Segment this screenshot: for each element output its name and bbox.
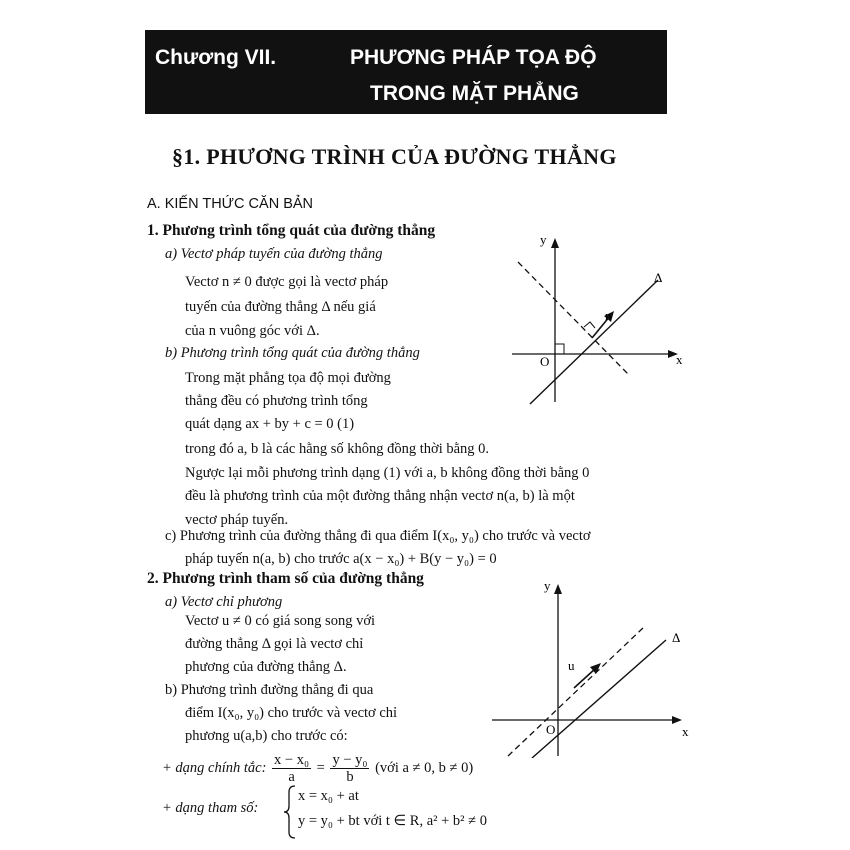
fig2-delta-label: Δ — [672, 630, 681, 645]
s1-b-line6: đều là phương trình của một đường thẳng nhận vectơ n(a, b) là một — [185, 488, 575, 504]
fig2-origin-label: O — [546, 722, 556, 737]
canonical-form — [162, 752, 473, 785]
s1-heading: 1. Phương trình tổng quát của đường thẳng — [147, 222, 436, 239]
s2-heading: 2. Phương trình tham số của đường thẳng — [147, 570, 424, 587]
fig2-x-arrow — [672, 716, 682, 724]
parametric-brace — [283, 784, 297, 840]
s1-a-line2: tuyến của đường thẳng Δ nếu giá — [185, 299, 376, 315]
fig2-y-arrow — [554, 584, 562, 594]
s1-b-line2: thẳng đều có phương trình tổng — [185, 393, 368, 409]
fig2-line-delta — [532, 640, 666, 758]
s1-b-line4: trong đó a, b là các hằng số không đồng thời bằng 0. — [185, 441, 490, 457]
s2-a-line2: đường thẳng Δ gọi là vectơ chỉ — [185, 636, 364, 652]
section-title: §1. PHƯƠNG TRÌNH CỦA ĐƯỜNG THẲNG — [172, 144, 617, 169]
chapter-banner — [145, 30, 667, 114]
parametric-line1: x = x₀ + at — [298, 788, 359, 804]
s1-b-line1: Trong mặt phẳng tọa độ mọi đường — [185, 370, 391, 386]
canonical-den-b: b — [346, 769, 354, 785]
s2-a-line1: Vectơ u ≠ 0 có giá song song với — [185, 613, 376, 629]
s1-c-line2: pháp tuyến n(a, b) cho trước a(x − x₀) + B(y − y₀) = 0 — [185, 551, 497, 567]
fig1-y-arrow — [551, 238, 559, 248]
fig2-vector-u — [574, 668, 596, 688]
fig2-x-label: x — [682, 724, 689, 739]
fig1-delta-label: Δ — [654, 270, 663, 285]
s1-b-line3: quát dạng ax + by + c = 0 (1) — [185, 416, 355, 432]
parametric-line2: y = y₀ + bt với t ∈ R, a² + b² ≠ 0 — [298, 813, 487, 829]
canonical-equals: = — [316, 759, 325, 776]
s1-b-line5: Ngược lại mỗi phương trình dạng (1) với a, b không đồng thời bằng 0 — [185, 465, 590, 481]
fig2-y-label: y — [544, 578, 551, 593]
s1-b-line7: vectơ pháp tuyến. — [185, 512, 289, 528]
fig1-line-delta — [530, 280, 658, 404]
figure-direction-vector — [488, 578, 698, 758]
canonical-fraction-y — [330, 752, 369, 785]
fig2-u-label: u — [568, 658, 575, 673]
canonical-condition: (với a ≠ 0, b ≠ 0) — [375, 759, 474, 776]
canonical-num-x: x − x₀ — [274, 752, 310, 768]
parametric-label: + dạng tham số: — [162, 800, 259, 816]
s1-a-line1: Vectơ n ≠ 0 được gọi là vectơ pháp — [185, 274, 389, 290]
chapter-label: Chương VII. — [155, 46, 277, 69]
fig1-n-label: n — [605, 308, 612, 323]
s1-c-line1: c) Phương trình của đường thẳng đi qua điểm I(x₀, y₀) cho trước và vectơ — [165, 528, 591, 544]
chapter-title-line1: PHƯƠNG PHÁP TỌA ĐỘ — [350, 46, 597, 69]
s2-b-line2: điểm I(x₀, y₀) cho trước và vectơ chỉ — [185, 705, 398, 721]
fig1-y-label: y — [540, 232, 547, 247]
s2-a-line3: phương của đường thẳng Δ. — [185, 659, 347, 675]
fig1-origin-angle — [555, 344, 564, 354]
s1-a-line3: của n vuông góc với Δ. — [185, 323, 320, 339]
chapter-title-line2: TRONG MẶT PHẲNG — [370, 82, 579, 105]
s1-b-title: b) Phương trình tổng quát của đường thẳng — [165, 345, 420, 361]
canonical-label: + dạng chính tắc: — [162, 759, 267, 776]
part-a-heading: A. KIẾN THỨC CĂN BẢN — [147, 196, 314, 212]
s1-a-title: a) Vectơ pháp tuyến của đường thẳng — [165, 246, 383, 262]
fig1-x-label: x — [676, 352, 683, 367]
s2-b-line3: phương u(a,b) cho trước có: — [185, 728, 348, 744]
canonical-fraction-x — [272, 752, 311, 785]
figure-normal-vector — [500, 232, 700, 407]
fig1-origin-label: O — [540, 354, 550, 369]
canonical-num-y: y − y₀ — [332, 752, 368, 768]
s2-b-line1: b) Phương trình đường thẳng đi qua — [165, 682, 374, 698]
fig1-right-angle — [584, 322, 595, 328]
s2-a-title: a) Vectơ chỉ phương — [165, 594, 283, 610]
canonical-den-a: a — [288, 769, 295, 785]
fig2-dashed-parallel — [508, 628, 643, 756]
